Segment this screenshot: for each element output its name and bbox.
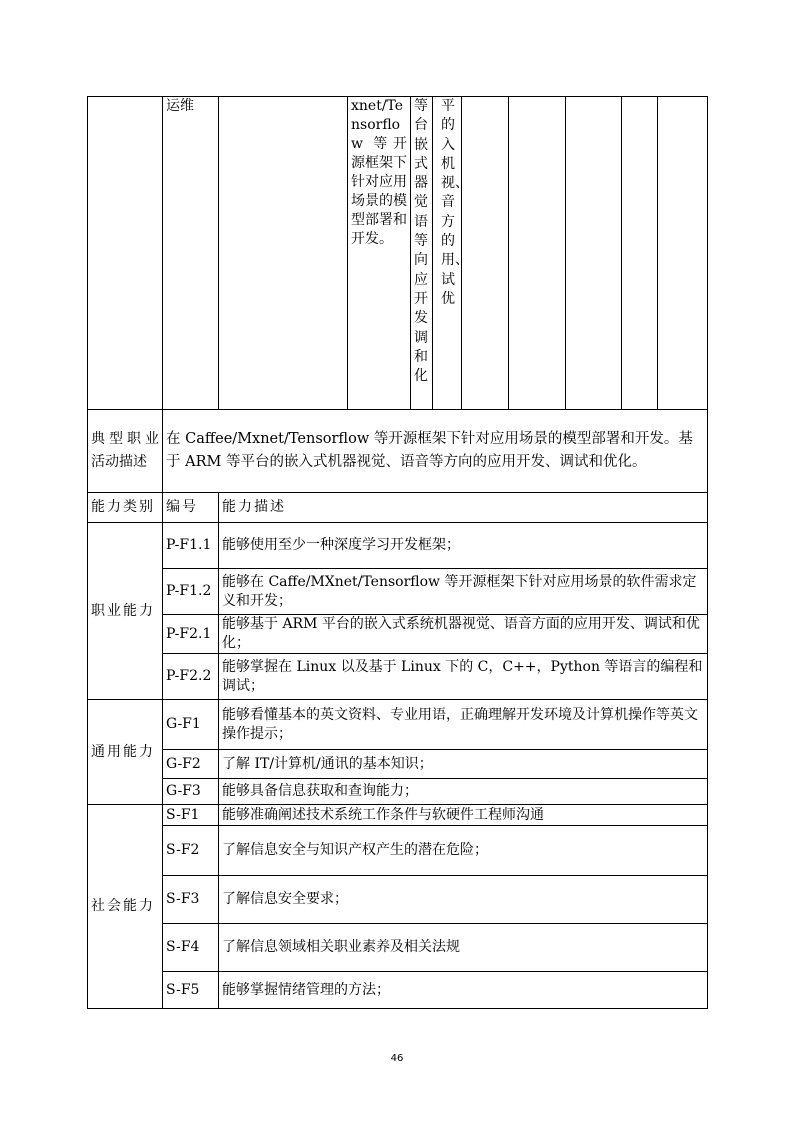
cell-vertical-text-a: 等台嵌式器觉语等向应开发调和化 bbox=[411, 97, 433, 410]
typical-activity-label: 典型职业活动描述 bbox=[88, 410, 163, 493]
description-cell: 能够基于 ARM 平台的嵌入式系统机器视觉、语音方面的应用开发、调试和优化； bbox=[219, 615, 708, 654]
code-cell: P-F2.2 bbox=[163, 654, 219, 700]
description-cell: 能够准确阐述技术系统工作条件与软硬件工程师沟通 bbox=[219, 805, 708, 826]
category-general: 通用能力 bbox=[88, 700, 163, 805]
description-cell: 了解信息安全要求； bbox=[219, 876, 708, 924]
header-category: 能力类别 bbox=[88, 493, 163, 523]
table-row bbox=[88, 876, 708, 924]
cell-vertical-text-b: 平的入机视、音方的用、试优 bbox=[433, 97, 462, 410]
continuation-row bbox=[88, 97, 708, 410]
table-row bbox=[88, 972, 708, 1009]
header-row bbox=[88, 493, 708, 523]
cell-maintenance: 运维 bbox=[163, 97, 219, 410]
table-row bbox=[88, 779, 708, 805]
cell-empty bbox=[658, 97, 708, 410]
table-row bbox=[88, 750, 708, 779]
typical-activity-text: 在 Caffee/Mxnet/Tensorflow 等开源框架下针对应用场景的模型部署和开发。基于 ARM 等平台的嵌入式机器视觉、语音等方向的应用开发、调试和优化。 bbox=[163, 410, 708, 493]
description-cell: 了解 IT/计算机/通讯的基本知识； bbox=[219, 750, 708, 779]
code-cell: P-F2.1 bbox=[163, 615, 219, 654]
table-row bbox=[88, 700, 708, 750]
description-cell: 能够掌握情绪管理的方法； bbox=[219, 972, 708, 1009]
category-vocational: 职业能力 bbox=[88, 523, 163, 700]
cell-empty bbox=[566, 97, 622, 410]
code-cell: G-F3 bbox=[163, 779, 219, 805]
description-cell: 了解信息领域相关职业素养及相关法规 bbox=[219, 924, 708, 972]
description-cell: 能够看懂基本的英文资料、专业用语，正确理解开发环境及计算机操作等英文操作提示； bbox=[219, 700, 708, 750]
category-social: 社会能力 bbox=[88, 805, 163, 1009]
typical-activity-row bbox=[88, 410, 708, 493]
table-row bbox=[88, 924, 708, 972]
cell-empty bbox=[219, 97, 348, 410]
table-row bbox=[88, 615, 708, 654]
table-row bbox=[88, 826, 708, 876]
code-cell: S-F1 bbox=[163, 805, 219, 826]
code-cell: S-F2 bbox=[163, 826, 219, 876]
description-cell: 能够具备信息获取和查询能力； bbox=[219, 779, 708, 805]
table-row bbox=[88, 569, 708, 615]
code-cell: S-F3 bbox=[163, 876, 219, 924]
description-cell: 能够使用至少一种深度学习开发框架； bbox=[219, 523, 708, 569]
cell-framework-text: xnet/Tensorflow 等开源框架下针对应用场景的模型部署和开发。 bbox=[348, 97, 411, 410]
code-cell: P-F1.2 bbox=[163, 569, 219, 615]
code-cell: P-F1.1 bbox=[163, 523, 219, 569]
code-cell: G-F1 bbox=[163, 700, 219, 750]
table-row bbox=[88, 805, 708, 826]
description-cell: 了解信息安全与知识产权产生的潜在危险； bbox=[219, 826, 708, 876]
competency-table bbox=[87, 96, 708, 1009]
cell-empty bbox=[88, 97, 163, 410]
code-cell: S-F4 bbox=[163, 924, 219, 972]
cell-empty bbox=[509, 97, 566, 410]
description-cell: 能够在 Caffe/MXnet/Tensorflow 等开源框架下针对应用场景的软件需求定义和开发； bbox=[219, 569, 708, 615]
code-cell: G-F2 bbox=[163, 750, 219, 779]
cell-empty bbox=[622, 97, 658, 410]
table-row bbox=[88, 523, 708, 569]
table-row bbox=[88, 654, 708, 700]
page-number: 46 bbox=[390, 1053, 404, 1064]
header-description: 能力描述 bbox=[219, 493, 708, 523]
header-code: 编号 bbox=[163, 493, 219, 523]
code-cell: S-F5 bbox=[163, 972, 219, 1009]
description-cell: 能够掌握在 Linux 以及基于 Linux 下的 C，C++，Python 等语言的编程和调试； bbox=[219, 654, 708, 700]
